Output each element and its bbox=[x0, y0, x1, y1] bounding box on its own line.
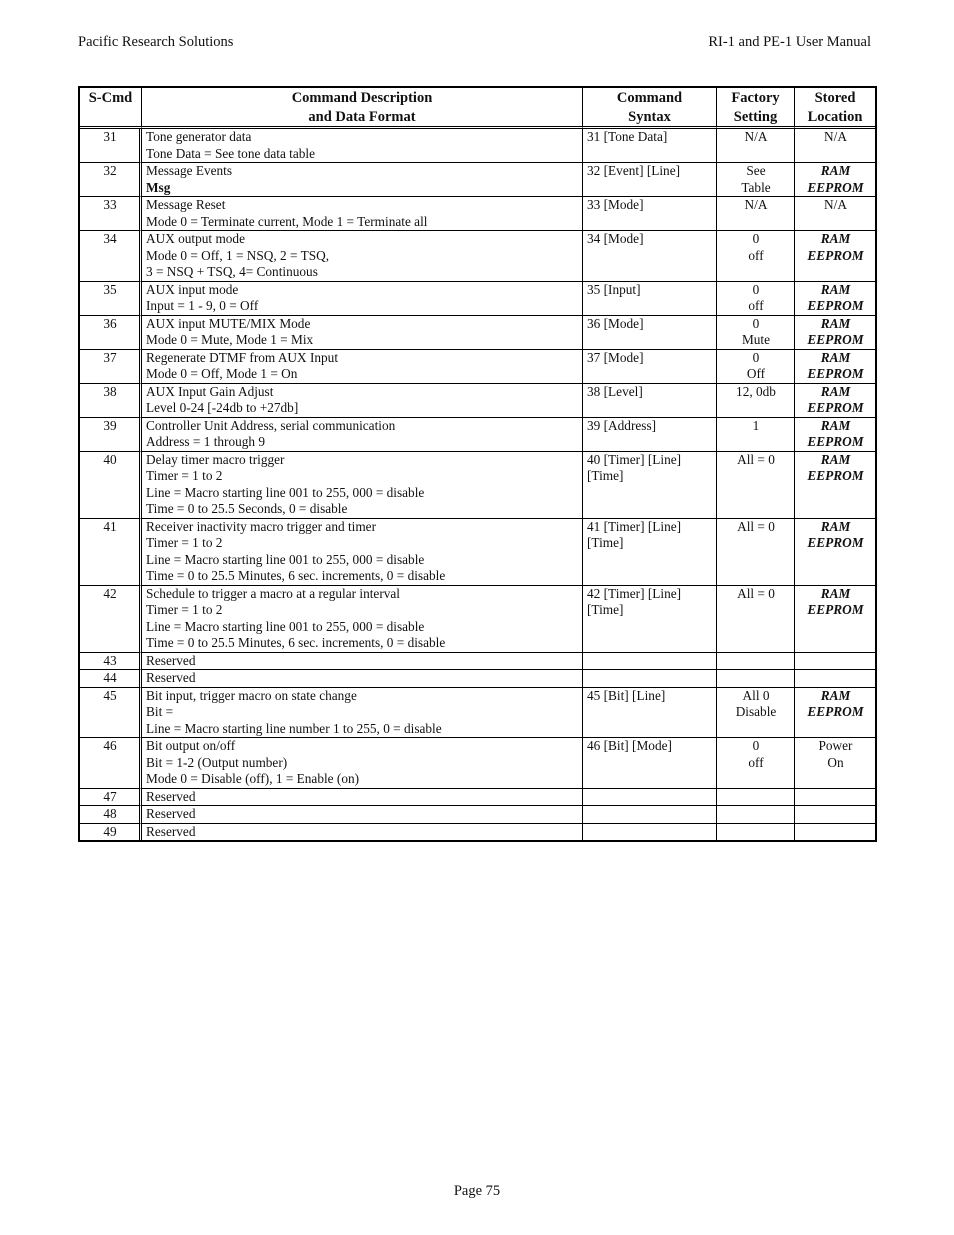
cell-description bbox=[142, 738, 583, 789]
desc-line: Input = 1 - 9, 0 = Off bbox=[146, 298, 259, 313]
cell-factory-setting bbox=[717, 129, 795, 163]
cell-syntax bbox=[583, 670, 717, 688]
cell-stored-location bbox=[795, 519, 875, 586]
desc-line: Mode 0 = Terminate current, Mode 1 = Terminate all bbox=[146, 213, 428, 229]
stored-line: Power bbox=[818, 738, 853, 753]
cell-syntax bbox=[583, 129, 717, 163]
cell-stored-location bbox=[795, 197, 875, 231]
table-row bbox=[80, 653, 875, 671]
desc-line: Bit output on/off bbox=[146, 738, 236, 753]
factory-line: 1 bbox=[752, 417, 760, 433]
table-row bbox=[80, 350, 875, 384]
cell-stored-location bbox=[795, 688, 875, 739]
stored-line: EEPROM bbox=[807, 400, 864, 415]
command-table bbox=[78, 86, 877, 842]
syntax-line: [Time] bbox=[587, 602, 624, 617]
table-row bbox=[80, 670, 875, 688]
cell-stored-location bbox=[795, 586, 875, 653]
stored-line: EEPROM bbox=[807, 704, 864, 719]
cell-factory-setting bbox=[717, 824, 795, 841]
table-row bbox=[80, 738, 875, 789]
stored-line: On bbox=[827, 754, 844, 770]
scmd-value: 31 bbox=[103, 129, 117, 144]
cell-stored-location bbox=[795, 316, 875, 350]
desc-line: Reserved bbox=[146, 788, 196, 804]
cell-stored-location bbox=[795, 789, 875, 807]
table-row bbox=[80, 452, 875, 519]
cell-factory-setting bbox=[717, 586, 795, 653]
cell-factory-setting bbox=[717, 452, 795, 519]
scmd-value: 36 bbox=[103, 315, 117, 331]
header-scmd: S-Cmd bbox=[80, 88, 142, 129]
cell-factory-setting bbox=[717, 519, 795, 586]
stored-line: RAM bbox=[820, 518, 851, 534]
table-row bbox=[80, 231, 875, 282]
factory-line: All = 0 bbox=[737, 518, 775, 534]
factory-line: 0 bbox=[752, 315, 760, 331]
stored-line: EEPROM bbox=[807, 434, 864, 449]
cell-description bbox=[142, 129, 583, 163]
factory-line: off bbox=[748, 247, 764, 263]
cell-factory-setting bbox=[717, 789, 795, 807]
cell-syntax bbox=[583, 163, 717, 197]
factory-line: 0 bbox=[752, 231, 760, 246]
cell-description bbox=[142, 806, 583, 824]
cell-factory-setting bbox=[717, 688, 795, 739]
cell-factory-setting bbox=[717, 316, 795, 350]
cell-description bbox=[142, 519, 583, 586]
stored-line: EEPROM bbox=[807, 298, 864, 313]
cell-description bbox=[142, 452, 583, 519]
cell-description bbox=[142, 384, 583, 418]
desc-line: Bit = 1-2 (Output number) bbox=[146, 754, 288, 770]
cell-syntax bbox=[583, 231, 717, 282]
table-row bbox=[80, 197, 875, 231]
desc-line: Delay timer macro trigger bbox=[146, 451, 285, 467]
cell-syntax bbox=[583, 519, 717, 586]
table-row bbox=[80, 129, 875, 163]
scmd-value: 34 bbox=[103, 231, 117, 246]
factory-line: Off bbox=[746, 366, 766, 381]
desc-line: Line = Macro starting line 001 to 255, 000 = disable bbox=[146, 551, 425, 567]
desc-line: Address = 1 through 9 bbox=[146, 434, 266, 449]
syntax-line: 45 [Bit] [Line] bbox=[587, 687, 666, 703]
stored-line: RAM bbox=[820, 281, 851, 297]
stored-line: RAM bbox=[820, 417, 851, 433]
syntax-line: 39 [Address] bbox=[587, 417, 657, 433]
syntax-line: 33 [Mode] bbox=[587, 197, 644, 212]
table-row bbox=[80, 586, 875, 653]
cell-stored-location bbox=[795, 824, 875, 841]
cell-factory-setting bbox=[717, 384, 795, 418]
cell-stored-location bbox=[795, 670, 875, 688]
scmd-value: 40 bbox=[103, 451, 117, 467]
desc-line: Tone Data = See tone data table bbox=[146, 145, 316, 161]
stored-line: RAM bbox=[820, 687, 851, 703]
scmd-value: 35 bbox=[103, 281, 117, 297]
desc-line: Bit = bbox=[146, 704, 174, 719]
cell-factory-setting bbox=[717, 806, 795, 824]
cell-stored-location bbox=[795, 129, 875, 163]
cell-stored-location bbox=[795, 384, 875, 418]
cell-scmd bbox=[80, 282, 142, 316]
factory-line: All 0 bbox=[742, 687, 770, 703]
cell-scmd bbox=[80, 789, 142, 807]
desc-line: Reserved bbox=[146, 652, 196, 668]
cell-factory-setting bbox=[717, 231, 795, 282]
stored-line: RAM bbox=[820, 315, 851, 331]
stored-line: RAM bbox=[820, 349, 851, 365]
factory-line: off bbox=[748, 754, 764, 770]
cell-syntax bbox=[583, 282, 717, 316]
desc-line: Line = Macro starting line 001 to 255, 000 = disable bbox=[146, 618, 425, 634]
stored-line: RAM bbox=[820, 163, 851, 178]
desc-line: Controller Unit Address, serial communication bbox=[146, 417, 396, 433]
stored-line: EEPROM bbox=[807, 468, 864, 483]
desc-line: Message Events bbox=[146, 163, 233, 178]
scmd-value: 46 bbox=[103, 738, 117, 753]
stored-line: EEPROM bbox=[807, 247, 864, 263]
cell-scmd bbox=[80, 670, 142, 688]
factory-line: 0 bbox=[752, 281, 760, 297]
desc-line: AUX Input Gain Adjust bbox=[146, 383, 274, 399]
desc-line: Tone generator data bbox=[146, 129, 252, 144]
scmd-value: 49 bbox=[103, 823, 117, 839]
cell-factory-setting bbox=[717, 163, 795, 197]
factory-line: 0 bbox=[752, 349, 760, 365]
factory-line: 0 bbox=[752, 738, 760, 753]
stored-line: EEPROM bbox=[807, 602, 864, 617]
cell-description bbox=[142, 197, 583, 231]
factory-line: 12, 0db bbox=[736, 383, 776, 399]
scmd-value: 48 bbox=[103, 806, 117, 821]
table-row bbox=[80, 824, 875, 841]
cell-description bbox=[142, 824, 583, 841]
desc-line: Time = 0 to 25.5 Seconds, 0 = disable bbox=[146, 501, 348, 516]
cell-syntax bbox=[583, 688, 717, 739]
desc-line: Mode 0 = Disable (off), 1 = Enable (on) bbox=[146, 771, 360, 786]
factory-line: N/A bbox=[744, 129, 768, 144]
stored-line: N/A bbox=[824, 197, 847, 212]
scmd-value: 43 bbox=[103, 652, 117, 668]
cell-description bbox=[142, 670, 583, 688]
desc-line: Bit input, trigger macro on state change bbox=[146, 687, 357, 703]
desc-line: Time = 0 to 25.5 Minutes, 6 sec. increments, 0 = disable bbox=[146, 635, 446, 650]
stored-line: EEPROM bbox=[807, 332, 864, 347]
syntax-line: 38 [Level] bbox=[587, 383, 643, 399]
cell-factory-setting bbox=[717, 197, 795, 231]
table-row bbox=[80, 789, 875, 807]
desc-line: Receiver inactivity macro trigger and timer bbox=[146, 518, 377, 534]
cell-scmd bbox=[80, 824, 142, 841]
cell-stored-location bbox=[795, 452, 875, 519]
cell-scmd bbox=[80, 163, 142, 197]
syntax-line: [Time] bbox=[587, 535, 624, 550]
cell-scmd bbox=[80, 806, 142, 824]
cell-description bbox=[142, 350, 583, 384]
scmd-value: 39 bbox=[103, 417, 117, 433]
table-row bbox=[80, 806, 875, 824]
cell-scmd bbox=[80, 586, 142, 653]
table-row bbox=[80, 163, 875, 197]
header-stored-location: Stored Location bbox=[795, 88, 875, 129]
cell-description bbox=[142, 282, 583, 316]
cell-factory-setting bbox=[717, 350, 795, 384]
stored-line: EEPROM bbox=[807, 535, 864, 550]
stored-line: N/A bbox=[824, 129, 847, 144]
cell-factory-setting bbox=[717, 418, 795, 452]
desc-line: Line = Macro starting line 001 to 255, 000 = disable bbox=[146, 484, 425, 500]
desc-line: Time = 0 to 25.5 Minutes, 6 sec. increments, 0 = disable bbox=[146, 568, 446, 583]
header-factory-setting: Factory Setting bbox=[717, 88, 795, 129]
cell-description bbox=[142, 163, 583, 197]
syntax-line: 37 [Mode] bbox=[587, 349, 644, 365]
cell-scmd bbox=[80, 231, 142, 282]
cell-stored-location bbox=[795, 231, 875, 282]
scmd-value: 44 bbox=[103, 670, 117, 685]
cell-description bbox=[142, 789, 583, 807]
syntax-line: 40 [Timer] [Line] bbox=[587, 451, 682, 467]
cell-description bbox=[142, 688, 583, 739]
syntax-line: 32 [Event] [Line] bbox=[587, 163, 681, 178]
table-body bbox=[80, 129, 875, 840]
desc-line: AUX input mode bbox=[146, 281, 239, 297]
cell-syntax bbox=[583, 418, 717, 452]
header-syntax: Command Syntax bbox=[583, 88, 717, 129]
scmd-value: 45 bbox=[103, 687, 117, 703]
document-header-right: RI-1 and PE-1 User Manual bbox=[708, 34, 871, 50]
cell-syntax bbox=[583, 452, 717, 519]
cell-syntax bbox=[583, 789, 717, 807]
cell-factory-setting bbox=[717, 282, 795, 316]
cell-syntax bbox=[583, 806, 717, 824]
scmd-value: 41 bbox=[103, 518, 117, 534]
cell-description bbox=[142, 653, 583, 671]
cell-syntax bbox=[583, 653, 717, 671]
factory-line: See bbox=[746, 163, 766, 178]
syntax-line: [Time] bbox=[587, 468, 624, 483]
syntax-line: 34 [Mode] bbox=[587, 231, 644, 246]
cell-stored-location bbox=[795, 282, 875, 316]
cell-scmd bbox=[80, 688, 142, 739]
desc-line: Timer = 1 to 2 bbox=[146, 602, 223, 617]
cell-scmd bbox=[80, 653, 142, 671]
stored-line: RAM bbox=[820, 383, 851, 399]
cell-scmd bbox=[80, 519, 142, 586]
table-row bbox=[80, 384, 875, 418]
cell-syntax bbox=[583, 586, 717, 653]
desc-line: AUX input MUTE/MIX Mode bbox=[146, 315, 311, 331]
scmd-value: 32 bbox=[103, 163, 117, 178]
stored-line: RAM bbox=[820, 231, 851, 246]
cell-scmd bbox=[80, 418, 142, 452]
cell-stored-location bbox=[795, 738, 875, 789]
factory-line: All = 0 bbox=[737, 585, 775, 601]
desc-line: Timer = 1 to 2 bbox=[146, 468, 223, 483]
syntax-line: 46 [Bit] [Mode] bbox=[587, 738, 672, 753]
header-description: Command Description and Data Format bbox=[142, 88, 583, 129]
desc-line: Line = Macro starting line number 1 to 255, 0 = disable bbox=[146, 720, 442, 736]
cell-description bbox=[142, 316, 583, 350]
cell-description bbox=[142, 586, 583, 653]
cell-scmd bbox=[80, 197, 142, 231]
cell-syntax bbox=[583, 197, 717, 231]
desc-line: Msg bbox=[146, 179, 171, 195]
cell-scmd bbox=[80, 350, 142, 384]
desc-line: Reserved bbox=[146, 806, 196, 821]
syntax-line: 41 [Timer] [Line] bbox=[587, 518, 682, 534]
cell-scmd bbox=[80, 738, 142, 789]
cell-factory-setting bbox=[717, 653, 795, 671]
cell-syntax bbox=[583, 824, 717, 841]
table-header-row bbox=[80, 88, 875, 129]
cell-syntax bbox=[583, 384, 717, 418]
table-row bbox=[80, 519, 875, 586]
table-row bbox=[80, 418, 875, 452]
cell-syntax bbox=[583, 350, 717, 384]
desc-line: Message Reset bbox=[146, 197, 226, 212]
desc-line: Reserved bbox=[146, 823, 196, 839]
scmd-value: 47 bbox=[103, 788, 117, 804]
syntax-line: 42 [Timer] [Line] bbox=[587, 585, 682, 601]
cell-stored-location bbox=[795, 350, 875, 384]
scmd-value: 42 bbox=[103, 585, 117, 601]
factory-line: off bbox=[748, 298, 764, 313]
cell-stored-location bbox=[795, 418, 875, 452]
desc-line: Timer = 1 to 2 bbox=[146, 535, 223, 550]
table-row bbox=[80, 316, 875, 350]
desc-line: AUX output mode bbox=[146, 231, 245, 246]
desc-line: Mode 0 = Off, Mode 1 = On bbox=[146, 366, 298, 381]
cell-scmd bbox=[80, 452, 142, 519]
desc-line: 3 = NSQ + TSQ, 4= Continuous bbox=[146, 264, 318, 279]
stored-line: RAM bbox=[820, 451, 851, 467]
factory-line: N/A bbox=[744, 197, 768, 212]
cell-scmd bbox=[80, 316, 142, 350]
desc-line: Mode 0 = Mute, Mode 1 = Mix bbox=[146, 332, 314, 347]
desc-line: Level 0-24 [-24db to +27db] bbox=[146, 400, 299, 415]
syntax-line: 36 [Mode] bbox=[587, 315, 644, 331]
stored-line: RAM bbox=[820, 585, 851, 601]
cell-factory-setting bbox=[717, 670, 795, 688]
syntax-line: 31 [Tone Data] bbox=[587, 129, 668, 144]
cell-stored-location bbox=[795, 806, 875, 824]
cell-scmd bbox=[80, 129, 142, 163]
scmd-value: 33 bbox=[103, 197, 117, 212]
cell-syntax bbox=[583, 316, 717, 350]
stored-line: EEPROM bbox=[807, 366, 864, 381]
desc-line: Schedule to trigger a macro at a regular interval bbox=[146, 585, 401, 601]
factory-line: Table bbox=[741, 179, 771, 195]
table-row bbox=[80, 688, 875, 739]
scmd-value: 38 bbox=[103, 383, 117, 399]
syntax-line: 35 [Input] bbox=[587, 281, 641, 297]
document-header-left: Pacific Research Solutions bbox=[78, 34, 234, 50]
table-row bbox=[80, 282, 875, 316]
factory-line: Disable bbox=[735, 704, 777, 719]
page-number: Page 75 bbox=[453, 1183, 501, 1199]
scmd-value: 37 bbox=[103, 349, 117, 365]
factory-line: All = 0 bbox=[737, 451, 775, 467]
cell-stored-location bbox=[795, 163, 875, 197]
cell-description bbox=[142, 231, 583, 282]
factory-line: Mute bbox=[741, 332, 771, 347]
desc-line: Reserved bbox=[146, 670, 196, 685]
cell-syntax bbox=[583, 738, 717, 789]
cell-description bbox=[142, 418, 583, 452]
stored-line: EEPROM bbox=[807, 179, 864, 195]
desc-line: Regenerate DTMF from AUX Input bbox=[146, 349, 339, 365]
cell-factory-setting bbox=[717, 738, 795, 789]
cell-scmd bbox=[80, 384, 142, 418]
cell-stored-location bbox=[795, 653, 875, 671]
desc-line: Mode 0 = Off, 1 = NSQ, 2 = TSQ, bbox=[146, 247, 330, 263]
